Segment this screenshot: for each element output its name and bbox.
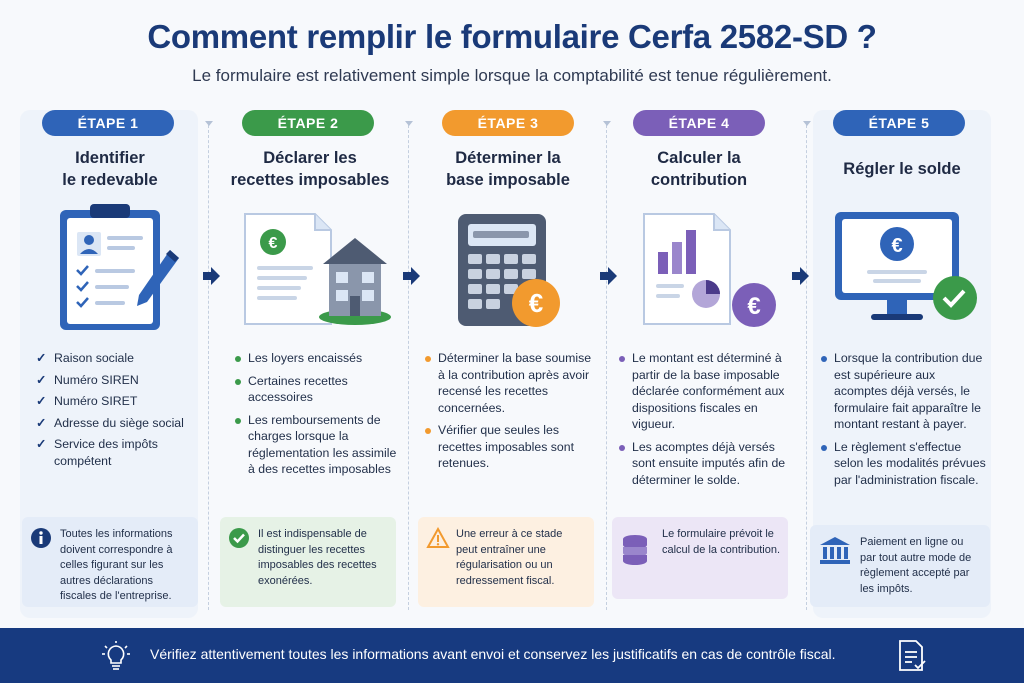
step-2-badge: ÉTAPE 2 bbox=[242, 110, 374, 136]
step-3-heading bbox=[413, 145, 603, 193]
step-5-list bbox=[820, 350, 990, 494]
list-item bbox=[36, 350, 206, 367]
coins-icon bbox=[620, 531, 650, 567]
check-icon: ✓ bbox=[36, 372, 47, 387]
step-3-badge: ÉTAPE 3 bbox=[442, 110, 574, 136]
list-item-text: Numéro SIREN bbox=[54, 372, 139, 387]
list-item-text: Le montant est déterminé à partir de la base imposable déclarée conformément aux dispositions fiscales en vigueur. bbox=[632, 351, 785, 431]
svg-text:€: € bbox=[747, 293, 761, 320]
bullet-icon bbox=[235, 418, 241, 424]
step-5-heading-line1: Régler le solde bbox=[843, 160, 961, 178]
list-item bbox=[234, 412, 404, 478]
list-item bbox=[36, 436, 206, 469]
warning-icon bbox=[426, 527, 450, 549]
separator-2 bbox=[408, 125, 409, 610]
step-3-note bbox=[418, 517, 594, 607]
list-item-text: Adresse du siège social bbox=[54, 415, 184, 430]
bullet-icon bbox=[425, 428, 431, 434]
document-house-icon bbox=[215, 200, 405, 335]
list-item bbox=[36, 372, 206, 389]
bullet-icon bbox=[619, 356, 625, 362]
step-2-heading-line1: Déclarer les bbox=[263, 149, 357, 167]
step-5-heading bbox=[807, 145, 997, 193]
step-4-heading-line2: contribution bbox=[650, 171, 748, 189]
separator-3-marker bbox=[603, 121, 611, 126]
separator-4 bbox=[806, 125, 807, 610]
separator-4-marker bbox=[803, 121, 811, 126]
note-text: Paiement en ligne ou par tout autre mode de règlement accepté par les impôts. bbox=[860, 536, 972, 595]
monitor-euro-icon bbox=[807, 200, 997, 335]
separator-2-marker bbox=[405, 121, 413, 126]
clipboard-profile-icon bbox=[15, 200, 205, 335]
note-text: Une erreur à ce stade peut entraîner une régularisation ou un redressement fiscal. bbox=[456, 528, 563, 587]
calculator-euro-icon bbox=[413, 200, 603, 335]
page-title: Comment remplir le formulaire Cerfa 2582-SD ? bbox=[147, 18, 877, 55]
list-item bbox=[618, 350, 786, 433]
svg-text:€: € bbox=[268, 235, 278, 252]
check-icon: ✓ bbox=[36, 394, 47, 408]
step-1-badge: ÉTAPE 1 bbox=[42, 110, 174, 136]
check-circle-icon bbox=[228, 527, 250, 549]
step-4-heading bbox=[604, 145, 794, 193]
list-item bbox=[36, 393, 206, 410]
separator-3 bbox=[606, 125, 607, 610]
check-icon: ✓ bbox=[36, 415, 47, 430]
list-item bbox=[36, 415, 206, 432]
separator-1-marker bbox=[205, 121, 213, 126]
list-item bbox=[234, 350, 404, 367]
step-3-list bbox=[424, 350, 594, 478]
step-2-heading bbox=[215, 145, 405, 193]
list-item bbox=[618, 439, 786, 489]
svg-text:€: € bbox=[891, 235, 903, 257]
step-4-badge: ÉTAPE 4 bbox=[633, 110, 765, 136]
footer-banner bbox=[0, 628, 1024, 683]
lightbulb-icon bbox=[100, 640, 132, 672]
chart-document-icon bbox=[604, 200, 794, 335]
list-item-text: Service des impôts compétent bbox=[54, 437, 158, 468]
step-4-list bbox=[618, 350, 786, 494]
list-item-text: Raison sociale bbox=[54, 351, 134, 365]
page-subtitle: Le formulaire est relativement simple lorsque la comptabilité est tenue régulièrement. bbox=[192, 66, 832, 85]
check-icon: ✓ bbox=[36, 437, 47, 451]
bullet-icon bbox=[821, 356, 827, 362]
step-1-list bbox=[36, 350, 206, 474]
list-item-text: Vérifier que seules les recettes imposables sont retenues. bbox=[438, 423, 575, 470]
list-item-text: Le règlement s'effectue selon les modalités prévues par l'administration fiscale. bbox=[834, 439, 986, 487]
list-item-text: Les remboursements de charges lorsque la réglementation les assimile à des recettes imposables bbox=[248, 412, 397, 476]
list-item-text: Les acomptes déjà versés sont ensuite imputés afin de déterminer le solde. bbox=[632, 439, 786, 487]
step-2-list bbox=[234, 350, 404, 484]
list-item-text: Lorsque la contribution due est supérieure aux acomptes déjà versés, le formulaire fait apparaître le montant restant à payer. bbox=[834, 351, 983, 431]
step-2-heading-line2: recettes imposables bbox=[230, 171, 390, 189]
svg-text:€: € bbox=[528, 288, 544, 318]
step-1-heading-line2: le redevable bbox=[62, 171, 158, 189]
document-check-icon bbox=[896, 638, 930, 674]
step-5-note bbox=[810, 525, 990, 607]
step-5-badge: ÉTAPE 5 bbox=[833, 110, 965, 136]
check-icon: ✓ bbox=[36, 351, 47, 365]
step-4-note bbox=[612, 517, 788, 599]
bank-icon bbox=[818, 535, 852, 565]
step-1-heading-line1: Identifier bbox=[75, 149, 145, 167]
list-item bbox=[424, 350, 594, 416]
bullet-icon bbox=[619, 445, 625, 451]
footer-text: Vérifiez attentivement toutes les informations avant envoi et conservez les justificatifs en cas de contrôle fiscal. bbox=[150, 646, 836, 662]
list-item-text: Certaines recettes accessoires bbox=[248, 373, 348, 404]
bullet-icon bbox=[235, 379, 241, 385]
step-3-heading-line2: base imposable bbox=[446, 171, 570, 189]
list-item-text: Les loyers encaissés bbox=[248, 351, 363, 365]
list-item bbox=[820, 439, 990, 489]
note-text: Il est indispensable de distinguer les recettes imposables des recettes exonérées. bbox=[258, 528, 377, 587]
note-text: Toutes les informations doivent correspondre à celles figurant sur les autres déclarations fiscales de l'entreprise. bbox=[60, 528, 173, 602]
info-icon bbox=[30, 527, 52, 549]
step-4-heading-line1: Calculer la bbox=[657, 149, 741, 167]
step-1-heading bbox=[15, 145, 205, 193]
list-item-text: Déterminer la base soumise à la contribution après avoir recensé les recettes concernées. bbox=[438, 351, 592, 415]
list-item-text: Numéro SIRET bbox=[54, 394, 138, 408]
bullet-icon bbox=[821, 445, 827, 451]
step-2-note bbox=[220, 517, 396, 607]
separator-1 bbox=[208, 125, 209, 610]
note-text: Le formulaire prévoit le calcul de la contribution. bbox=[662, 528, 781, 556]
list-item bbox=[820, 350, 990, 433]
step-1-note bbox=[22, 517, 198, 607]
step-3-heading-line1: Déterminer la bbox=[455, 149, 561, 167]
list-item bbox=[424, 422, 594, 472]
list-item bbox=[234, 373, 404, 406]
bullet-icon bbox=[235, 356, 241, 362]
bullet-icon bbox=[425, 356, 431, 362]
